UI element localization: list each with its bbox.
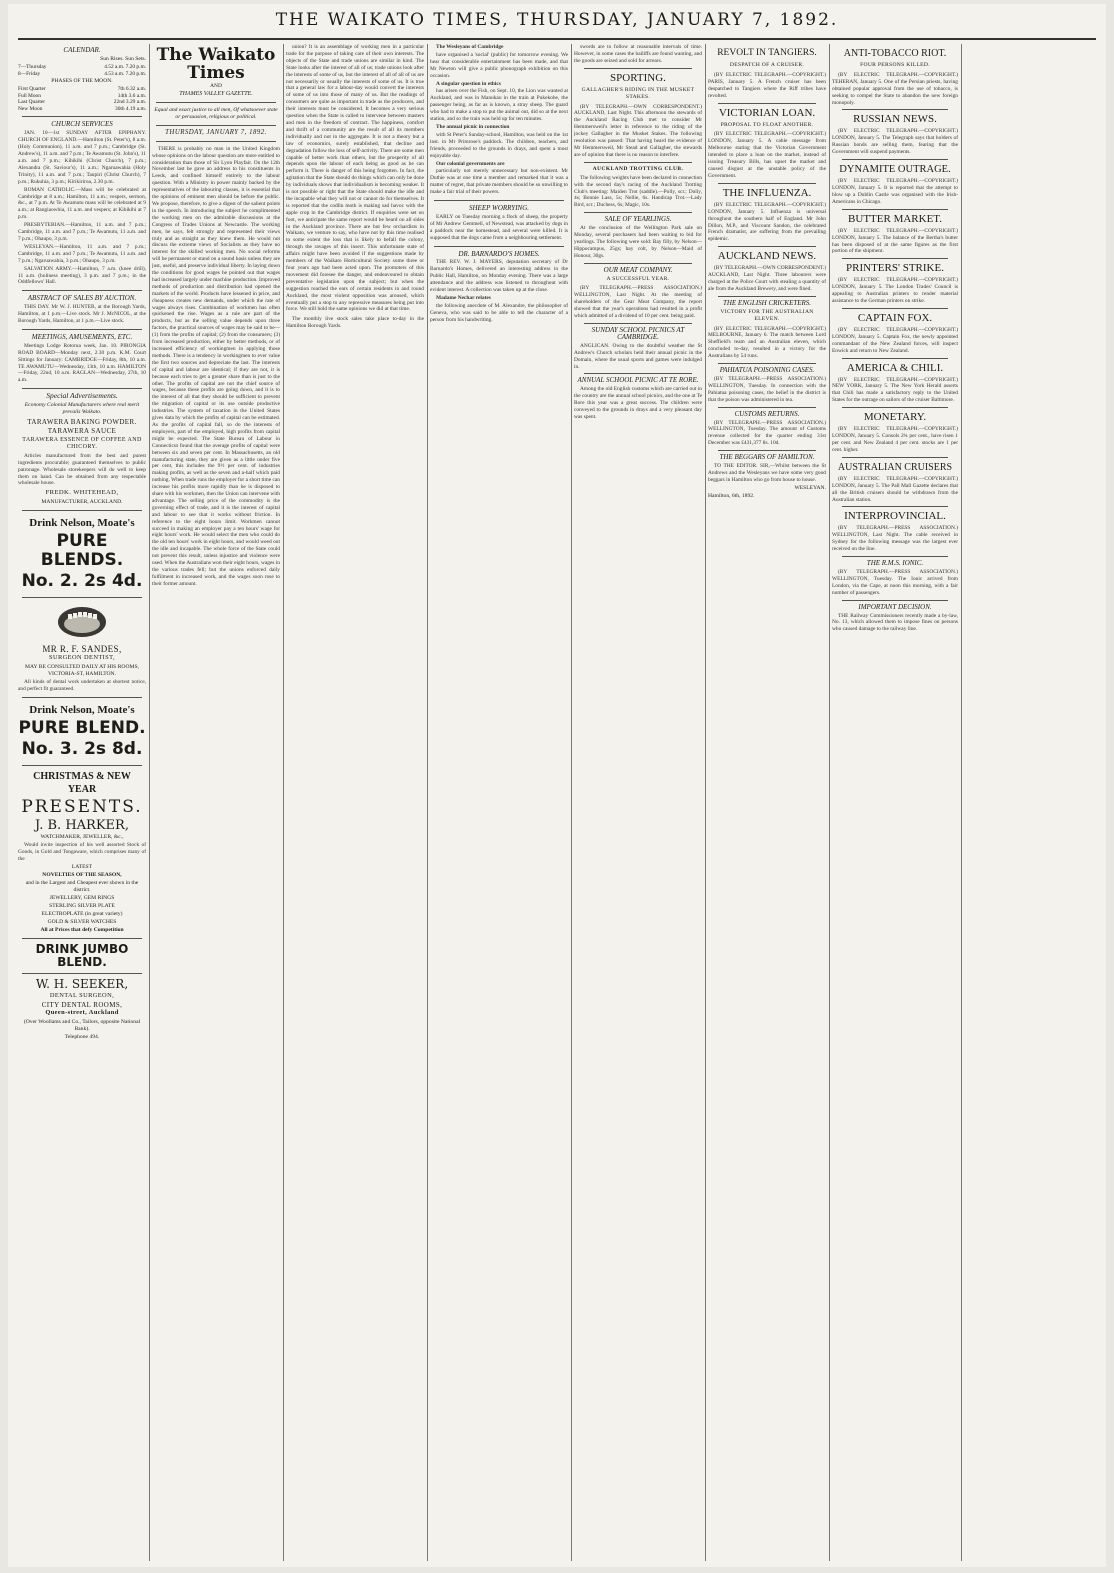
section-heading: SPORTING. — [610, 71, 666, 84]
section-heading: AMERICA & CHILI. — [846, 361, 944, 374]
divider-rule — [584, 162, 692, 163]
section-heading: PRINTERS' STRIKE. — [846, 262, 944, 275]
divider-rule — [22, 388, 142, 389]
news-paragraph: ANGLICAN. Owing to the doubtful weather the St Andrew's Church scholars held their annual picnic in the Domain, where the usual sports and games were indulged in. — [574, 342, 702, 370]
fredk-sub: MANUFACTURER, AUCKLAND. — [41, 499, 123, 506]
news-paragraph: (BY ELECTRIC TELEGRAPH.—COPYRIGHT.) LONDON, January 5. Influenza is universal throughout the southern half of England. Mr John Dillon, M.P., and Viscount Sandon, the celebrated French dramatist, are suffering from the prevailing epidemic. — [708, 201, 826, 243]
leader-continued: union? It is an assemblage of working men in a particular trade for the purpose of taking care of their own interests. The objects of the State and trade unions are similar in kind. The State looks after the interest of all of us; trade unions look after the interests of some of us, but the interest of all of all of us are not necessarily or usually the interests of some of us. It is true that a general law for a labour-day would convert the interests of some of us into those of many of us. But the readings of consumers are quite as important in trade as the producers, and their interests must be considered. It becomes a very serious question when the State is called to intervene between masters and men in the freedom of contract. The happiness, comfort and thrift of a community are the result of all its members individually and not in the aggregate. It is not a theory but a law of economics, surely established, that decline and degradation follow the loss of self-activity. There are some men capable of better work than others, but the prosperity of all depends upon the labour of each being as good as he can perform it. There is danger of this being forgotten. In fact, the agitation that the State should do things which can only be done by individuals shows that individualism is becoming weaker. It is not possible or right that the State should make the idle and the incapable what they will not or cannot do for themselves. It is reported that the codlin moth is making sad havoc with the apple crop in the Cambridge district. If enquiries were set on foot, we anticipate the same report would be heard on all sides in the Auckland province. There are but few orchardists in Waikato, we venture to say, who have not by this time realised to some extent the loss that is likely to befall the colony, through the ravages of this insect. This unfortunate state of affairs might have been avoided if the suggestions made by members of the Waikato Horticultural Society some three or four years ago had been acted upon. The promoters of this movement did foresee the danger, and endeavoured to obtain preventative legislation upon the subject; but when the suggestion reached the ears of certain residents in and round Auckland, the most violent opposition was aroused, which eventually put a stop to any repressive measures being put into force. We still hold the same opinions we did at that time. — [286, 44, 424, 313]
sandes-text: MAY BE CONSULTED DAILY AT HIS ROOMS, VICTORIA-ST, HAMILTON. — [25, 664, 139, 678]
calendar-times: 4.52 a.m. 7.20 p.m. — [104, 63, 146, 70]
news-paragraph: (BY ELECTRIC TELEGRAPH.—COPYRIGHT.) LONDON, January 5. The London Trades' Council is appealing to Australian printers to render material assistance to the German printers on strike. — [832, 277, 958, 305]
divider-rule — [156, 141, 276, 142]
moon-row — [18, 86, 146, 93]
news-heading: Our colonial governments are — [436, 160, 505, 167]
catholic-text: ROMAN CATHOLIC.—Mass will be celebrated at Cambridge at 8 a.m.; Hamilton, 11 a.m.; vespers, sermon, &c., at 7 p.m. At Te Awamutu mass will be celebrated at 9 a.m.; at Rangiaowhia, 11 a.m. and vespers; at Kihikihi at 7 p.m. — [18, 186, 146, 221]
column-4 — [430, 44, 568, 1561]
harker-item: LATEST — [71, 863, 93, 870]
header-rule — [18, 38, 1096, 40]
divider-rule — [434, 246, 564, 247]
divider-rule — [842, 308, 948, 309]
divider-rule — [584, 263, 692, 264]
news-paragraph: swords are to follow at reasonable intervals of time. However, in some cases the bailiffs are found wanting, and the goods are seized and sold for arrears. — [574, 44, 702, 64]
moon-row — [18, 106, 146, 113]
news-paragraph: (BY ELECTRIC TELEGRAPH.—COPYRIGHT.) LONDON, January 5. The balance of the Bertha's butter has been disposed of at the same figures as the first portion of the shipment. — [832, 227, 958, 255]
moon-time: 22nd 3.29 a.m. — [113, 99, 146, 106]
presents-line: PRESENTS. — [21, 796, 143, 817]
divider-rule — [718, 296, 816, 297]
nelson-ad-line: PURE BLENDS. — [40, 531, 124, 571]
moon-row — [18, 99, 146, 106]
masthead-title: The Waikato Times — [156, 45, 276, 83]
news-paragraph: (BY ELECTRIC TELEGRAPH.—COPYRIGHT.) LONDON, January 5. A cable message from Melbourne stating that the Victorian Government intended to place a loan on the market, instead of issuing Treasury Bills, has upset the market and caused disgust at the unstable policy of the Government. — [708, 131, 826, 179]
news-paragraph: (BY ELECTRIC TELEGRAPH.—COPYRIGHT.) LONDON, January 5. Captain Fox, the newly appointed commandant of the New Zealand forces, will inspect Enwick and return to New Zealand. — [832, 326, 958, 354]
nelson-ad-1 — [18, 517, 146, 591]
harker-item: NOVELTIES OF THE SEASON, — [42, 871, 122, 878]
divider-rule — [22, 597, 142, 598]
nelson-ad-2 — [18, 704, 146, 759]
harker-text: Would invite inspection of his well assorted Stock of Goods, in Gold and Tongaware, which comprises many of the — [18, 841, 146, 862]
divider-rule — [22, 697, 142, 698]
section-heading: THE INFLUENZA. — [722, 186, 812, 199]
news-paragraph: The following weights have been declared in connection with the second day's racing of the Auckland Trotting Club's meeting: Maiden Trot (saddle).—Polly, scr.; Dolly, 4s; Bonnie Lass, 5s; Nellie, 6s. Handicap Trot.—Lady Bird, scr.; Duchess, 6s; Magic, 10s. — [574, 174, 702, 209]
divider-rule — [718, 246, 816, 247]
divider-rule — [718, 407, 816, 408]
salvation-text: SALVATION ARMY.—Hamilton, 7 a.m. (knee drill), 11 a.m. (holiness meeting), 3 p.m. and 7 p.m.; in the Oddfellows' Hall. — [18, 265, 146, 286]
divider-rule — [842, 209, 948, 210]
nelson-ad-line: Drink Nelson, Moate's — [29, 517, 135, 530]
moon-phase: Last Quarter — [18, 99, 46, 106]
news-paragraph: (BY ELECTRIC TELEGRAPH.—COPYRIGHT.) LONDON, January 5. Consols 2¾ per cent., have risen 1 per cent. and New Zealand 4 per cent. stocks are 1 per cent. higher. — [832, 426, 958, 453]
column-divider — [283, 44, 284, 1561]
section-heading: BUTTER MARKET. — [848, 212, 942, 225]
nelson-ad-line: No. 2. 2s 4d. — [21, 571, 143, 592]
news-paragraph: (BY TELEGRAPH.—PRESS ASSOCIATION.) WELLINGTON, Tuesday. The Ionic arrived from London, via the Cape, at noon this morning, with a fair number of passengers. — [832, 568, 958, 596]
sandes-role: SURGEON DENTIST, — [49, 654, 115, 662]
news-paragraph: (BY ELECTRIC TELEGRAPH.—COPYRIGHT.) LONDON, January 5. It is reported that the attempt to blow up a Dublin Castle was organised with the Irish-Americans in Chicago. — [832, 178, 958, 205]
column-1 — [18, 44, 146, 1561]
section-heading: ANTI-TOBACCO RIOT. — [843, 48, 947, 59]
column-divider — [829, 44, 830, 1561]
section-subheading: GALLAGHER'S RIDING IN THE MUSKET STAKES. — [581, 86, 695, 100]
church-text: JAN. 10—1st SUNDAY AFTER EPIPHANY. CHURCH OF ENGLAND.—Hamilton (St. Peter's), 8 a.m. (Holy Communion), 11 a.m. and 7 p.m.; Cambridge (St. Andrew's), 11 a.m. and 7 p.m.; Te Awamutu (St. John's), 11 a.m. and 7 p.m.; Kihikihi (Christ Church), 7 p.m.; Alexandra (St. Saviour's), 11 a.m.; Ngaruawahia (Holy Trinity), 11 a.m. and 7 p.m.; Taupiri (Christ Church), 7 p.m.; Rukuhia, 3 p.m.; Kirikiriroa, 2.30 p.m. — [18, 130, 146, 185]
calendar-row — [18, 64, 146, 71]
news-paragraph: At the conclusion of the Wellington Park sale on Monday, several purchasers had been waiting to bid for yearlings. The following were sold: Bay filly, by Nelson—Hippocampus, 25gs; bay colt, by Nelson—Maid of Honour, 30gs. — [574, 225, 702, 259]
section-heading: THE BEGGARS OF HAMILTON. — [719, 453, 815, 462]
section-heading: SHEEP WORRYING. — [468, 204, 530, 213]
seeker-phone: Telephone 494. — [64, 1034, 100, 1041]
moon-phase: First Quarter — [18, 86, 46, 93]
divider-rule — [842, 457, 948, 458]
section-heading: INTERPROVINCIAL. — [844, 510, 946, 523]
column-3 — [286, 44, 424, 1561]
seeker-role: DENTAL SURGEON, — [49, 991, 115, 999]
divider-rule — [22, 116, 142, 117]
letter-signature: WESLEYAN. — [794, 484, 826, 491]
presbyterian-text: PRESBYTERIAN.—Hamilton, 11 a.m. and 7 p.m.; Cambridge, 11 a.m. and 7 p.m.; Te Awamutu, 11 a.m. and 7 p.m.; Ohaupo, 3 p.m. — [18, 222, 146, 242]
column-divider — [961, 44, 962, 1561]
tarawera-line: TARAWERA SAUCE — [47, 427, 117, 436]
news-paragraph: Among the old English customs which are carried out in the country are the annual school picnics, and the one at Te Rore this year was a great success. The children were conveyed to the grounds in drays and a very pleasant day was spent. — [574, 386, 702, 420]
divider-rule — [842, 109, 948, 110]
calendar-heading: CALENDAR. — [63, 46, 101, 54]
section-subheading: VICTORY FOR THE AUSTRALIAN ELEVEN. — [720, 308, 814, 322]
news-paragraph: (BY ELECTRIC TELEGRAPH.—COPYRIGHT.) MELBOURNE, January 6. The match between Lord Sheffield's team and an Australian eleven, which concluded to-day, resulted in a victory for the Australians by 54 runs. — [708, 325, 826, 360]
news-paragraph: (BY ELECTRIC TELEGRAPH.—COPYRIGHT.) PARIS, January 5. A French cruiser has been despatched to Tangiers where the Riff tribes have revolted. — [708, 71, 826, 99]
section-heading: DYNAMITE OUTRAGE. — [839, 164, 951, 176]
nelson-ad-line: PURE BLEND. — [18, 717, 146, 738]
news-paragraph: (BY TELEGRAPH.—PRESS ASSOCIATION.) WELLINGTON, Tuesday. In connection with the Pahiatua poisoning cases, the belief in the district is that the poison was administered in tea. — [708, 376, 826, 403]
calendar-columns: Sun Rises. Sun Sets. — [100, 55, 146, 62]
seeker-rooms: CITY DENTAL ROOMS, — [41, 1000, 123, 1009]
column-divider — [571, 44, 572, 1561]
nelson-ad-line: Drink Nelson, Moate's — [29, 703, 135, 716]
moon-time: 7th 6.32 a.m. — [117, 86, 146, 93]
section-heading: THE R.M.S. IONIC. — [866, 559, 924, 568]
divider-rule — [584, 373, 692, 374]
issue-dateline: THURSDAY, JANUARY 7, 1892. — [165, 128, 267, 136]
moon-row — [18, 93, 146, 100]
divider-rule — [156, 102, 276, 103]
moon-heading: PHASES OF THE MOON. — [51, 78, 113, 85]
news-heading: Madame Nechar relates — [436, 295, 491, 301]
section-subheading: A SUCCESSFUL YEAR. — [606, 275, 670, 282]
news-paragraph: with St Peter's Sunday-school, Hamilton, was held on the 1st inst. in Mr Primrose's paddock. The children, teachers, and friends, proceeded to the grounds in drays, and spent a most enjoyable day. — [430, 131, 568, 159]
special-note: Economy Colonial Manufacturers where real merit prevails Waikato. — [24, 402, 140, 416]
news-paragraph: (BY TELEGRAPH.—OWN CORRESPONDENT.) AUCKLAND, Last Night. Three labourers were charged at the Police Court with stealing a quantity of ale from the Auckland Brewery, and were fined. — [708, 265, 826, 292]
section-heading: AUCKLAND TROTTING CLUB. — [592, 165, 684, 172]
special-heading: Special Advertisements. — [46, 391, 118, 401]
divider-rule — [842, 506, 948, 507]
news-paragraph: (BY TELEGRAPH.—OWN CORRESPONDENT.) AUCKLAND, Last Night. This afternoon the stewards of the Auckland Racing Club met to consider Mr Hemmersweil's letter in reference to the riding of the jockey Gallagher in the Musket Stakes. The following resolution was passed: That having heard the evidence of Mr Hemmersweil, Mr Stead and Gallagher, the stewards are of opinion that there is no reason to interfere. — [574, 103, 702, 158]
news-paragraph: THE Railway Commissioners recently made a by-law, No. 13, which allowed them to impose fines on persons who caused damage to the railway line. — [832, 612, 958, 633]
sales-text: THIS DAY. Mr W. J. HUNTER, at the Borough Yards, Hamilton, at 1 p.m.—Live stock. Mr J. McNICOL, at the Borough Yards, Hamilton, at 1 p.m.—Live stock. — [18, 304, 146, 325]
section-heading: SALE OF YEARLINGS. — [604, 215, 672, 224]
section-subheading: FOUR PERSONS KILLED. — [860, 62, 930, 68]
xmas-line: CHRISTMAS & NEW YEAR — [33, 770, 131, 795]
column-2 — [152, 44, 280, 1561]
sales-heading: ABSTRACT OF SALES BY AUCTION. — [27, 294, 137, 303]
news-heading: The Wesleyans of Cambridge — [436, 44, 504, 50]
harker-name: J. B. HARKER, — [35, 817, 129, 833]
masthead-subtitle: THAMES VALLEY GAZETTE. — [179, 90, 253, 97]
section-heading: CAPTAIN FOX. — [857, 311, 933, 324]
masthead-and: AND — [210, 83, 222, 89]
news-paragraph: (BY ELECTRIC TELEGRAPH.—COPYRIGHT.) TEHERAN, January 5. One of the Persian priests, having obtained popular approval from the use of tobacco, is seeking to compel the State to abandon the new foreign monopoly. — [832, 71, 958, 106]
tarawera-line: TARAWERA BAKING POWDER. — [27, 418, 137, 427]
column-divider — [149, 44, 150, 1561]
divider-rule — [842, 358, 948, 359]
news-paragraph: (BY TELEGRAPH.—PRESS ASSOCIATION.) WELLINGTON, Tuesday. The amount of Customs revenue collected for the quarter ending 31st December was £431,377 8s. 10d. — [708, 419, 826, 447]
column-7 — [832, 44, 958, 1561]
section-heading: THE ENGLISH CRICKETERS. — [722, 298, 812, 307]
wesleyan-text: WESLEYAN.—Hamilton, 11 a.m. and 7 p.m.; Cambridge, 11 a.m. and 7 p.m.; Te Awamutu, 11 a.m. and 7 p.m.; Ngaruawahia, 3 p.m.; Ohaupo, 3 p.m. — [18, 243, 146, 264]
news-paragraph: have organised a 'social' (public) for tomorrow evening. We hear that considerable entertainment has been made, and that Mr Newton will give a public phonograph exhibition on this occasion. — [430, 51, 568, 79]
calendar-row — [18, 71, 146, 78]
moon-time: 14th 3.6 a.m. — [117, 92, 146, 99]
section-heading: MONETARY. — [863, 411, 927, 424]
section-subheading: DESPATCH OF A CRUISER. — [729, 62, 805, 68]
section-heading: ANNUAL SCHOOL PICNIC AT TE RORE. — [577, 376, 699, 385]
masthead-motto: Equal and exact justice to all men, Of whatsoever state or persuasion, religious or political. — [154, 106, 278, 120]
calendar-day: 7—Thursday — [18, 63, 47, 70]
news-paragraph: has arisen over the Fish, on Sept. 10, the Lion was wanted at Auckland, and was in Manukau in the train at Pukekohe, the passenger being, as far as is known, a stray sheep. The guard who had to make a stop to put the animal out, did so at the next station, and so the train was held up for ten minutes. — [430, 88, 568, 123]
divider-rule — [842, 159, 948, 160]
divider-rule — [842, 600, 948, 601]
seeker-text: (Over Woollams and Co., Tailors, opposite National Bank). — [23, 1019, 141, 1033]
leader-article: THERE is probably no man in the United Kingdom whose opinions on the labour question are more entitled to consideration than those of Sir Lyon Playfair. On the 12th November last he gave an address to his constituents in Leeds, and confined himself entirely to the labour question. With a Ministry in power mainly backed by the representatives of the labouring classes, it is essential that the opinions of eminent men should be before the public. We propose, therefore, to give a digest of the salient points in the speech. In introducing the subject he complimented the working men on the admirable discussions at the Congress of Trades Unions at Newcastle. The working men, he says, felt strongly and represented their views truly and as straight as they knew them. He would not discuss the extreme views of Socialists as they have no interest for the skilled working men. No social reforms will be permanent or stand on a sound basis unless they are just, useful, and preserve individual liberty. In laying down the conditions for good wages he pointed out that wages had increased largely under machine production. Improved methods of production and distribution had opened the markets of the world. Products have lessened in price, and cheapness creates new demands, under which the rate of wages always rises. Combination of workmen has often quickened the rise. Wages as a rule are part of the products, but as the selling value depends upon three factors, the practical sources of wages may be said to be—(1) from the profits of capital; (2) from the consumers; (3) from increased production, either by better methods, or of increased efficiency of workingmen in applying those methods. There is a tendency in workingmen to ever value the first two sources and depreciate the last. The interests of capital and labour are identical; if they are not, it is because each tries to get a greater share than is just to the other. The profits of capital are not the chief source of wages, because these profits are going down, and it is to the interest of all that they should be sufficient to prevent the migration of capital or its use outside productive industries. The system of taxation in the United States gives data by which the profits of capital can be estimated. As the profits of capital fall, so do the interests of employers, part of the employed, high profits from capital might be expected. The State Bureau of Labour in Connecticut found that the average profits of capital were between six and seven per cent. In Massachusetts, an old manufacturing state, they are given as a little under five per cent, this includes the 9½ per cent. of industries making profits, as well as the seven and a-half which paid nothing. When trade runs the employer for a short time can increase his profits more rapidly than he is disposed to share with his workmen, then the Union can intervene with advantage. The selling price of the commodity is the governing effect of trade, and it is the interest of capital and labour to see that it works without friction. In reference to the eight hours limit. Workmen cannot succeed in making an employer pay a ten hours' wage for eight hours' work. He would select the men who could do the old ten hours' work in eight hours, and would weed out the idle and incapable. The whole force of the State could not prevent this result, unless injustice and violence were used. When the Australians won their eight hours, wages in the various trades fell; but the unions enforced daily fulfilment in increased work, and the wages soon rose to their former amount. — [152, 145, 280, 587]
section-heading: AUCKLAND NEWS. — [717, 250, 817, 263]
divider-rule — [718, 103, 816, 104]
divider-rule — [434, 200, 564, 201]
seeker-name: W. H. SEEKER, — [35, 976, 129, 991]
news-heading: A singular question in ethics — [436, 80, 501, 87]
harker-sub: WATCHMAKER, JEWELLER, &c., — [40, 833, 124, 840]
divider-rule — [842, 258, 948, 259]
meetings-heading: MEETINGS, AMUSEMENTS, ETC. — [31, 332, 133, 341]
section-heading: AUSTRALIAN CRUISERS — [837, 461, 953, 473]
meetings-text: Meetings Lodge Rotorua week, Jan. 10. PIRONGIA ROAD BOARD—Monday next, 2.30 p.m. K.M. Court Sittings for January: CAMBRIDGE—Friday, 8th, 10 a.m. TE AWAMUTU—Wednesday, 13th, 10 a.m. HAMILTON—Friday, 22nd, 10 a.m. RAGLAN—Wednesday, 27th, 10 a.m. — [18, 342, 146, 384]
column-8 — [964, 44, 1100, 1561]
news-paragraph: particularly not merely unnecessary but non-existent. Mr Duthie was at one time a member and remarked that it was a matter of regret, that private members should be so unwilling to make a fair trial of their powers. — [430, 168, 568, 196]
news-paragraph: (BY ELECTRIC TELEGRAPH.—COPYRIGHT.) NEW YORK, January 5. The New York Herald asserts that Chili has made a satisfactory reply to the United States for the outrage on sailors of the cruiser Baltimore. — [832, 376, 958, 404]
section-heading: RUSSIAN NEWS. — [853, 113, 937, 126]
news-heading: The annual picnic in connection — [436, 123, 510, 130]
sandes-name: MR R. F. SANDES, — [42, 644, 122, 655]
divider-rule — [22, 329, 142, 330]
column-5 — [574, 44, 702, 1561]
column-divider — [427, 44, 428, 1561]
newspaper-page — [8, 4, 1106, 1567]
divider-rule — [22, 938, 142, 939]
calendar-times: 4.53 a.m. 7.20 p.m. — [104, 70, 146, 77]
section-heading: REVOLT IN TANGIERS. — [717, 48, 817, 58]
divider-rule — [156, 125, 276, 126]
letter-place: Hamilton, 6th, 1892. — [708, 492, 755, 499]
news-paragraph: THE REV. W. J. MAYERS, deputation secretary of Dr Barnardo's Homes, delivered an interesting address in the Public Hall, Hamilton, on Monday evening. There was a large attendance and the address was listened to throughout with evident interest. A collection was taken up at the close. — [430, 259, 568, 294]
column-divider — [705, 44, 706, 1561]
news-paragraph: The monthly live stock sales take place to-day in the Hamilton Borough Yards. — [286, 316, 424, 330]
section-heading: VICTORIAN LOAN. — [718, 106, 816, 119]
harker-item: STERLING SILVER PLATE — [49, 902, 115, 909]
section-subheading: PROPOSAL TO FLOAT ANOTHER. — [720, 121, 814, 128]
fredk-name: FREDK. WHITEHEAD, — [45, 489, 119, 497]
news-paragraph: (BY ELECTRIC TELEGRAPH.—COPYRIGHT.) LONDON, January 5. The Telegraph says that holders of Russian bonds are selling them, fearing that the Government will suspend payments. — [832, 128, 958, 156]
seeker-street: Queen-street, Auckland — [45, 1009, 119, 1017]
divider-rule — [718, 183, 816, 184]
news-paragraph: (BY ELECTRIC TELEGRAPH.—COPYRIGHT.) LONDON, January 5. The Pall Mall Gazette declares that all the British cruisers should be withdrawn from the Australian station. — [832, 475, 958, 503]
news-paragraph: EARLY on Tuesday morning a flock of sheep, the property of Mr Andrew Gemmell, of Newstead, was attacked by dogs in a paddock near the homestead, and several were killed. It is supposed that the dogs came from a neighbouring settlement. — [430, 213, 568, 241]
divider-rule — [718, 363, 816, 364]
harker-item: ELECTROPLATE (in great variety) — [41, 910, 123, 917]
sandes-note: All kinds of dental work undertaken at shortest notice, and perfect fit guaranteed. — [18, 679, 146, 692]
divider-rule — [22, 510, 142, 511]
column-6 — [708, 44, 826, 1561]
divider-rule — [584, 212, 692, 213]
news-paragraph: the following anecdote of M. Alexandre, the philosopher of Geneva, who was said to be able to tell the character of a person from his handwriting. — [430, 302, 568, 323]
divider-rule — [842, 407, 948, 408]
divider-rule — [22, 973, 142, 974]
jumbo-line: DRINK JUMBO BLEND. — [35, 941, 129, 969]
harker-item: JEWELLERY, GEM RINGS — [49, 894, 115, 901]
divider-rule — [584, 323, 692, 324]
news-paragraph: (BY TELEGRAPH.—PRESS ASSOCIATION.) WELLINGTON, Last Night. The cable received in Sydney for the following message was the largest ever received on the line. — [832, 525, 958, 553]
section-heading: DR. BARNARDO'S HOMES. — [458, 249, 540, 258]
divider-rule — [22, 290, 142, 291]
moon-phase: Full Moon — [18, 92, 41, 99]
page-header: THE WAIKATO TIMES, THURSDAY, JANUARY 7, 1892. — [275, 10, 839, 30]
harker-item: GOLD & SILVER WATCHES — [47, 918, 117, 925]
section-heading: PAHIATUA POISONING CASES. — [719, 366, 815, 375]
section-heading: OUR MEAT COMPANY. — [603, 265, 673, 274]
news-paragraph: TO THE EDITOR. SIR,—Whilst between the St Andrews and the Wesleyans we have some very good beggars in Hamilton who go from house to house. — [708, 463, 826, 483]
section-heading: SUNDAY SCHOOL PICNICS AT CAMBRIDGE. — [591, 326, 685, 341]
section-heading: CUSTOMS RETURNS. — [734, 409, 800, 418]
divider-rule — [584, 68, 692, 69]
moon-phase: New Moon — [18, 105, 43, 112]
moon-time: 30th 4.19 a.m. — [115, 105, 146, 112]
harker-item: and in the Largest and Cheapest ever shown in the district. — [25, 879, 139, 893]
dentures-icon — [55, 602, 109, 642]
church-heading: CHURCH SERVICES — [51, 120, 113, 129]
tarawera-text: Articles manufactured from the best and purest ingredients procurable; guaranteed themselves to public patronage. Wholesale storekeepers will do well to keep them on hand. Can be obtained from any respectable wholesale house. — [18, 452, 146, 487]
divider-rule — [718, 450, 816, 451]
divider-rule — [842, 556, 948, 557]
harker-item: All at Prices that defy Competition — [40, 926, 124, 933]
calendar-day: 8—Friday — [18, 70, 41, 77]
nelson-ad-line: No. 3. 2s 8d. — [21, 738, 143, 759]
section-heading: IMPORTANT DECISION. — [858, 602, 932, 611]
tarawera-line: TARAWERA ESSENCE OF COFFEE AND CHICORY. — [22, 437, 142, 450]
divider-rule — [22, 765, 142, 766]
news-paragraph: (BY TELEGRAPH.—PRESS ASSOCIATION.) WELLINGTON, Last Night. At the meeting of shareholders of the Gear Meat Company, the report showed that the year's operations had resulted in a profit which admitted of a dividend of 10 per cent. being paid. — [574, 285, 702, 320]
